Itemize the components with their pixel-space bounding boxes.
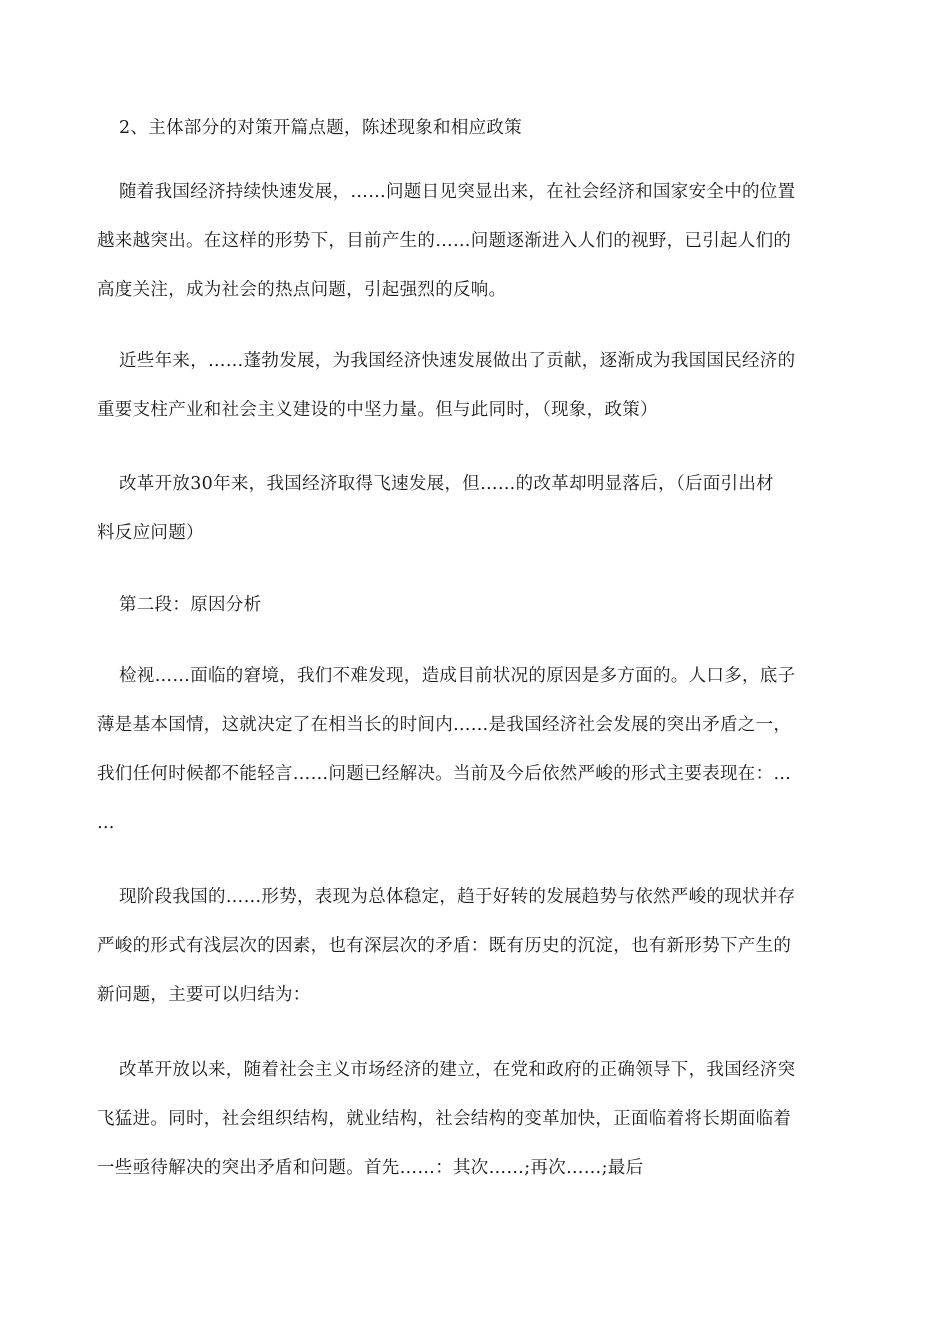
paragraph-1-line-2: 越来越突出。在这样的形势下，目前产生的……问题逐渐进入人们的视野，已引起人们的 [97, 231, 792, 251]
section-2-title: 第二段：原因分析 [119, 595, 262, 615]
paragraph-3-line-2: 料反应问题） [97, 523, 204, 543]
paragraph-2-line-2: 重要支柱产业和社会主义建设的中坚力量。但与此同时，（现象，政策） [97, 400, 658, 420]
paragraph-6-line-3: 一些亟待解决的突出矛盾和问题。首先……：其次……;再次……;最后 [97, 1158, 644, 1178]
paragraph-4-line-4: … [97, 813, 115, 833]
paragraph-3-line-1: 改革开放30年来，我国经济取得飞速发展，但……的改革却明显落后，（后面引出材 [119, 474, 774, 494]
section-heading: 2、主体部分的对策开篇点题，陈述现象和相应政策 [119, 118, 523, 138]
paragraph-4-line-1: 检视……面临的窘境，我们不难发现，造成目前状况的原因是多方面的。人口多，底子 [119, 666, 796, 686]
paragraph-1-line-3: 高度关注，成为社会的热点问题，引起强烈的反响。 [97, 280, 507, 300]
paragraph-2-line-1: 近些年来，……蓬勃发展，为我国经济快速发展做出了贡献，逐渐成为我国国民经济的 [119, 351, 796, 371]
paragraph-4-line-3: 我们任何时候都不能轻言……问题已经解决。当前及今后依然严峻的形式主要表现在：… [97, 764, 792, 784]
paragraph-4-line-2: 薄是基本国情，这就决定了在相当长的时间内……是我国经济社会发展的突出矛盾之一， [97, 715, 792, 735]
paragraph-1-line-1: 随着我国经济持续快速发展，……问题日见突显出来，在社会经济和国家安全中的位置 [119, 182, 796, 202]
paragraph-6-line-2: 飞猛进。同时，社会组织结构，就业结构，社会结构的变革加快，正面临着将长期面临着 [97, 1109, 792, 1129]
paragraph-6-line-1: 改革开放以来，随着社会主义市场经济的建立，在党和政府的正确领导下，我国经济突 [119, 1060, 796, 1080]
paragraph-5-line-3: 新问题，主要可以归结为： [97, 985, 311, 1005]
paragraph-5-line-1: 现阶段我国的……形势，表现为总体稳定，趋于好转的发展趋势与依然严峻的现状并存 [119, 887, 796, 907]
paragraph-5-line-2: 严峻的形式有浅层次的因素，也有深层次的矛盾：既有历史的沉淀，也有新形势下产生的 [97, 936, 792, 956]
